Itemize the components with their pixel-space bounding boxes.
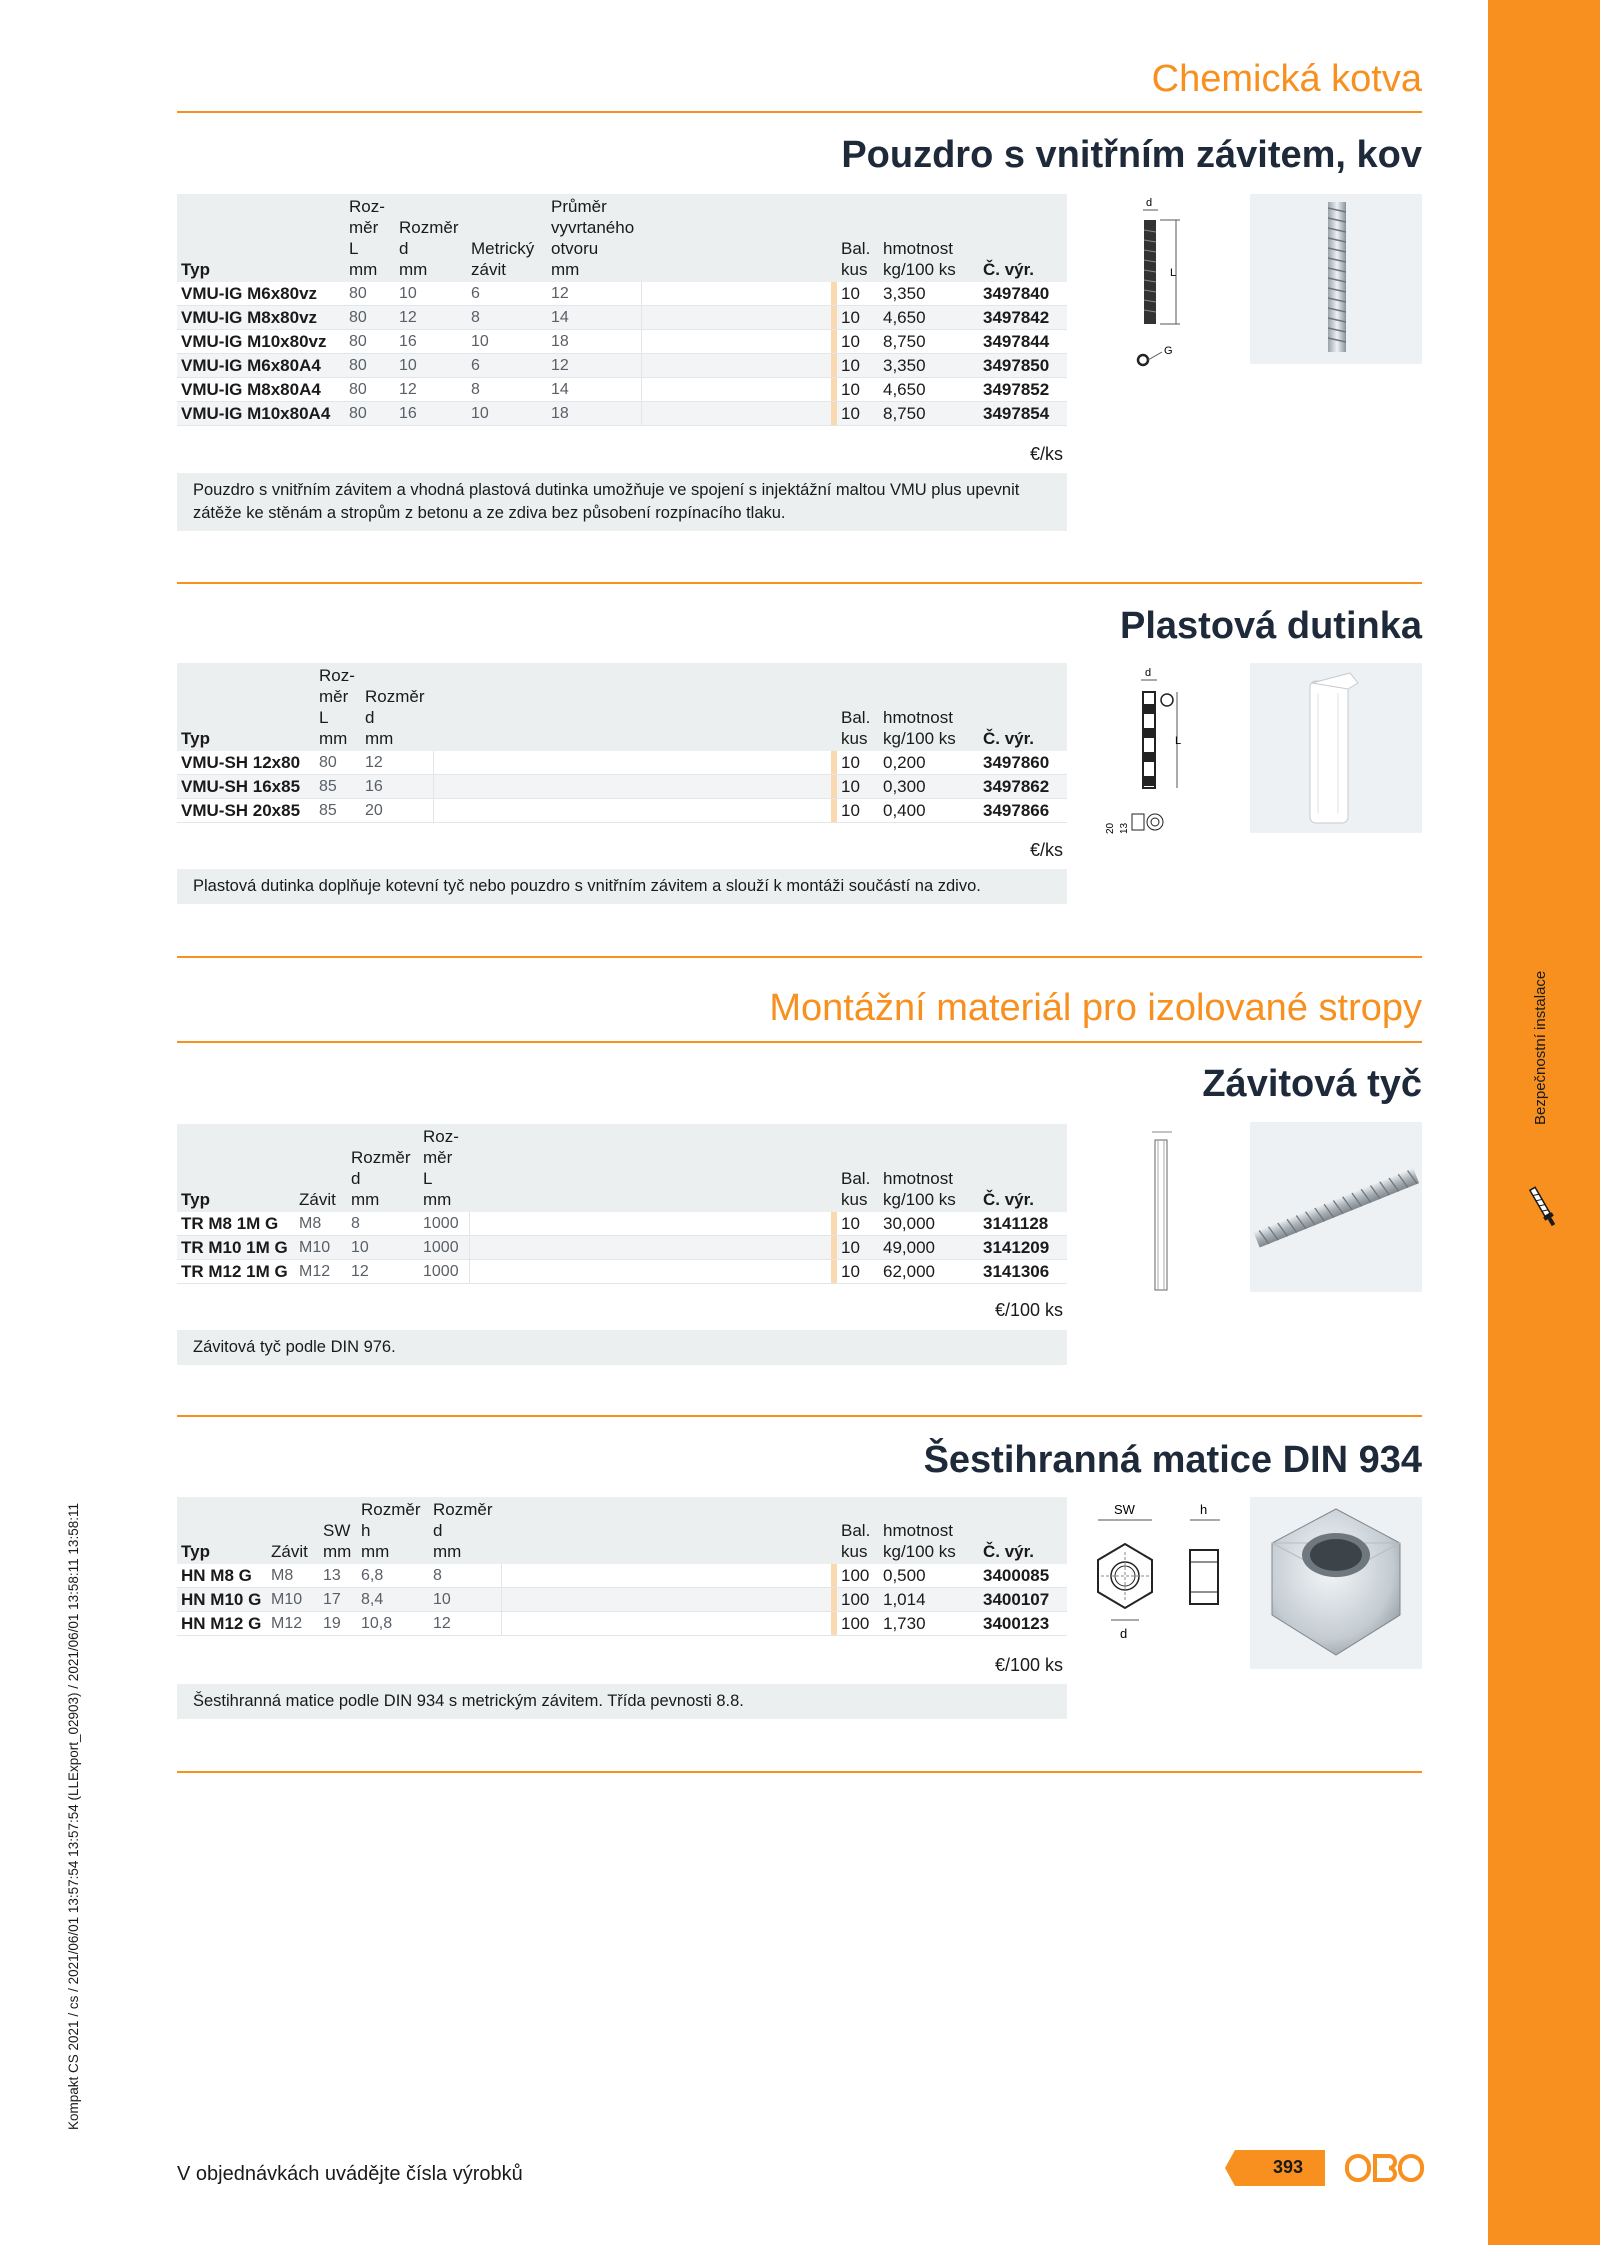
hex-nut-product-photo — [1250, 1497, 1422, 1669]
table-cell: 0,200 — [879, 751, 979, 775]
product-type-cell: VMU-SH 20x85 — [177, 799, 315, 823]
col-header-diameter: Rozměr d mm — [429, 1497, 501, 1564]
divider — [177, 582, 1422, 584]
col-header-thread: Závit — [295, 1124, 347, 1212]
table-cell: M12 — [267, 1612, 319, 1636]
table-cell: 1000 — [419, 1236, 469, 1260]
product-type-cell: VMU-SH 16x85 — [177, 775, 315, 799]
threaded-rod-technical-drawing — [1142, 1124, 1182, 1294]
table-cell: 10 — [837, 282, 879, 306]
col-header-spacer — [433, 663, 831, 751]
article-number-cell: 3141306 — [979, 1260, 1067, 1284]
table-cell: 8,750 — [879, 330, 979, 354]
table-cell: 10 — [837, 751, 879, 775]
table-cell: 18 — [547, 330, 641, 354]
col-header-spacer — [641, 194, 831, 282]
table-cell: 16 — [361, 775, 433, 799]
product-description: Pouzdro s vnitřním závitem a vhodná plastová dutinka umožňuje ve spojení s injektážní maltou VMU plus upevnit zátěže ke stěnám a stropům z betonu a ze zdiva bez působení rozpínacího tlaku. — [177, 473, 1067, 531]
spacer-cell — [501, 1612, 831, 1636]
spacer-cell — [641, 330, 831, 354]
product-type-cell: TR M10 1M G — [177, 1236, 295, 1260]
anchor-bolt-icon — [1528, 1182, 1558, 1232]
table-cell: M8 — [267, 1564, 319, 1588]
export-metadata: Kompakt CS 2021 / cs / 2021/06/01 13:57:54 13:57:54 (LLExport_02903) / 2021/06/01 13:58:11 13:58:11 — [66, 1503, 81, 2130]
table-cell: 16 — [395, 330, 467, 354]
price-unit: €/100 ks — [994, 1655, 1063, 1675]
col-header-article-no: Č. výr. — [979, 1497, 1067, 1564]
col-header-article-no: Č. výr. — [979, 1124, 1067, 1212]
spacer-cell — [501, 1588, 831, 1612]
col-header-type: Typ — [177, 663, 315, 751]
table-cell: M8 — [295, 1212, 347, 1236]
table-cell: 80 — [345, 306, 395, 330]
product-type-cell: TR M8 1M G — [177, 1212, 295, 1236]
article-number-cell: 3497842 — [979, 306, 1067, 330]
table-cell: 1000 — [419, 1212, 469, 1236]
product-type-cell: TR M12 1M G — [177, 1260, 295, 1284]
obo-logo — [1345, 2150, 1425, 2186]
drawing-label-g: G — [1164, 345, 1173, 357]
product-description: Plastová dutinka doplňuje kotevní tyč nebo pouzdro s vnitřním závitem a slouží k montáži součástí na zdivo. — [177, 869, 1067, 904]
product-table-hex-nuts — [177, 1497, 1067, 1636]
table-cell: M10 — [295, 1236, 347, 1260]
table-cell: 12 — [347, 1260, 419, 1284]
table-cell: 12 — [395, 306, 467, 330]
spacer-cell — [433, 799, 831, 823]
table-cell: 80 — [345, 402, 395, 426]
col-header-type: Typ — [177, 1124, 295, 1212]
table-cell: 49,000 — [879, 1236, 979, 1260]
socket-technical-drawing — [1128, 194, 1228, 374]
drawing-label-13: 13 — [1119, 822, 1130, 834]
table-cell: 8 — [429, 1564, 501, 1588]
drawing-label-20: 20 — [1105, 822, 1116, 834]
col-header-thread: Závit — [267, 1497, 319, 1564]
table-cell: 16 — [395, 402, 467, 426]
spacer-cell — [469, 1236, 831, 1260]
table-cell: 8 — [467, 306, 547, 330]
product-type-cell: VMU-SH 12x80 — [177, 751, 315, 775]
col-header-type: Typ — [177, 194, 345, 282]
product-type-cell: VMU-IG M10x80A4 — [177, 402, 345, 426]
product-table-threaded-rods — [177, 1124, 1067, 1284]
col-header-height: Rozměr h mm — [357, 1497, 429, 1564]
table-cell: 6 — [467, 282, 547, 306]
table-cell: 3,350 — [879, 282, 979, 306]
spacer-cell — [469, 1212, 831, 1236]
drawing-label-h: h — [1200, 1502, 1208, 1517]
table-cell: 10 — [395, 354, 467, 378]
col-header-pack: Bal. kus — [837, 663, 879, 751]
table-cell: 14 — [547, 378, 641, 402]
spacer-cell — [469, 1260, 831, 1284]
table-cell: 8,4 — [357, 1588, 429, 1612]
table-cell: 62,000 — [879, 1260, 979, 1284]
table-cell: 80 — [345, 378, 395, 402]
drawing-label-sw: SW — [1114, 1502, 1135, 1517]
table-cell: M12 — [295, 1260, 347, 1284]
article-number-cell: 3400107 — [979, 1588, 1067, 1612]
table-cell: 12 — [429, 1612, 501, 1636]
col-header-diameter: Rozměr d mm — [361, 663, 433, 751]
table-cell: 10 — [467, 330, 547, 354]
article-number-cell: 3497862 — [979, 775, 1067, 799]
product-type-cell: HN M10 G — [177, 1588, 267, 1612]
col-header-drill-diameter: Průměr vyvrtaného otvoru mm — [547, 194, 641, 282]
table-cell: 1000 — [419, 1260, 469, 1284]
table-row — [177, 1612, 1067, 1636]
table-cell: 4,650 — [879, 306, 979, 330]
table-cell: 100 — [837, 1564, 879, 1588]
table-cell: 8,750 — [879, 402, 979, 426]
table-row — [177, 378, 1067, 402]
table-cell: 85 — [315, 799, 361, 823]
drawing-label-l: L — [1170, 267, 1177, 279]
table-cell: 10 — [837, 775, 879, 799]
table-row — [177, 1260, 1067, 1284]
table-cell: 18 — [547, 402, 641, 426]
article-number-cell: 3497860 — [979, 751, 1067, 775]
spacer-cell — [501, 1564, 831, 1588]
table-cell: 10 — [429, 1588, 501, 1612]
table-cell: 10 — [347, 1236, 419, 1260]
article-number-cell: 3497840 — [979, 282, 1067, 306]
hex-nut-technical-drawing — [1090, 1500, 1230, 1665]
page-number-tab — [1225, 2150, 1325, 2186]
col-header-pack: Bal. kus — [837, 1497, 879, 1564]
page-number: 393 — [1273, 2157, 1304, 2177]
product-type-cell: VMU-IG M6x80vz — [177, 282, 345, 306]
divider — [177, 1041, 1422, 1043]
col-header-diameter: Rozměr d mm — [347, 1124, 419, 1212]
table-cell: 6 — [467, 354, 547, 378]
table-cell: 0,300 — [879, 775, 979, 799]
table-cell: 12 — [361, 751, 433, 775]
socket-product-photo — [1250, 194, 1422, 364]
table-row — [177, 799, 1067, 823]
table-cell: 10 — [395, 282, 467, 306]
article-number-cell: 3497854 — [979, 402, 1067, 426]
section-title-plastic-sleeve: Plastová dutinka — [1120, 605, 1422, 647]
table-cell: 12 — [547, 282, 641, 306]
product-type-cell: VMU-IG M8x80A4 — [177, 378, 345, 402]
table-row — [177, 282, 1067, 306]
table-cell: 12 — [547, 354, 641, 378]
table-row — [177, 1564, 1067, 1588]
col-header-weight: hmotnost kg/100 ks — [879, 194, 979, 282]
table-cell: 10 — [837, 1212, 879, 1236]
divider — [177, 1771, 1422, 1773]
table-cell: 1,730 — [879, 1612, 979, 1636]
spacer-cell — [433, 775, 831, 799]
divider — [177, 1415, 1422, 1417]
col-header-length: Roz- měr L mm — [419, 1124, 469, 1212]
drawing-label-d: d — [1146, 197, 1153, 209]
table-cell: 3,350 — [879, 354, 979, 378]
divider — [177, 111, 1422, 113]
table-cell: 80 — [345, 330, 395, 354]
spacer-cell — [641, 378, 831, 402]
table-cell: 19 — [319, 1612, 357, 1636]
category-title-chemical-anchor: Chemická kotva — [1151, 58, 1422, 100]
table-cell: 10 — [837, 354, 879, 378]
threaded-rod-product-photo — [1250, 1122, 1422, 1292]
sidebar-label: Bezpečnostní instalace — [1532, 970, 1549, 1125]
article-number-cell: 3400085 — [979, 1564, 1067, 1588]
article-number-cell: 3497852 — [979, 378, 1067, 402]
table-cell: 4,650 — [879, 378, 979, 402]
article-number-cell: 3497866 — [979, 799, 1067, 823]
product-type-cell: HN M12 G — [177, 1612, 267, 1636]
table-row — [177, 1588, 1067, 1612]
table-cell: 20 — [361, 799, 433, 823]
table-cell: 80 — [345, 354, 395, 378]
table-cell: 80 — [345, 282, 395, 306]
col-header-article-no: Č. výr. — [979, 194, 1067, 282]
footer-note: V objednávkách uvádějte čísla výrobků — [177, 2163, 523, 2185]
table-cell: 14 — [547, 306, 641, 330]
article-number-cell: 3141128 — [979, 1212, 1067, 1236]
table-cell: 8 — [347, 1212, 419, 1236]
table-cell: 10 — [837, 402, 879, 426]
table-cell: 13 — [319, 1564, 357, 1588]
price-unit: €/100 ks — [994, 1300, 1063, 1320]
table-row — [177, 1236, 1067, 1260]
table-row — [177, 775, 1067, 799]
price-unit: €/ks — [1029, 444, 1063, 464]
col-header-weight: hmotnost kg/100 ks — [879, 663, 979, 751]
article-number-cell: 3497850 — [979, 354, 1067, 378]
table-cell: 0,400 — [879, 799, 979, 823]
drawing-label-l: L — [1175, 735, 1182, 747]
product-type-cell: VMU-IG M10x80vz — [177, 330, 345, 354]
table-row — [177, 306, 1067, 330]
table-cell: 100 — [837, 1612, 879, 1636]
col-header-diameter: Rozměr d mm — [395, 194, 467, 282]
col-header-metric-thread: Metrický závit — [467, 194, 547, 282]
product-description: Šestihranná matice podle DIN 934 s metrickým závitem. Třída pevnosti 8.8. — [177, 1684, 1067, 1719]
section-title-hex-nut: Šestihranná matice DIN 934 — [923, 1439, 1422, 1481]
table-cell: 0,500 — [879, 1564, 979, 1588]
spacer-cell — [641, 402, 831, 426]
col-header-spacer — [501, 1497, 831, 1564]
table-cell: 80 — [315, 751, 361, 775]
table-cell: 17 — [319, 1588, 357, 1612]
table-cell: 10,8 — [357, 1612, 429, 1636]
table-row — [177, 354, 1067, 378]
sleeve-technical-drawing — [1105, 664, 1200, 844]
table-cell: M10 — [267, 1588, 319, 1612]
col-header-type: Typ — [177, 1497, 267, 1564]
spacer-cell — [433, 751, 831, 775]
table-cell: 10 — [837, 799, 879, 823]
col-header-pack: Bal. kus — [837, 194, 879, 282]
divider — [177, 956, 1422, 958]
product-type-cell: VMU-IG M6x80A4 — [177, 354, 345, 378]
table-cell: 10 — [837, 1236, 879, 1260]
table-cell: 30,000 — [879, 1212, 979, 1236]
price-unit: €/ks — [1029, 840, 1063, 860]
table-cell: 1,014 — [879, 1588, 979, 1612]
col-header-pack: Bal. kus — [837, 1124, 879, 1212]
col-header-length: Roz- měr L mm — [315, 663, 361, 751]
section-title-threaded-rod: Závitová tyč — [1202, 1063, 1422, 1105]
table-cell: 10 — [837, 378, 879, 402]
table-row — [177, 330, 1067, 354]
product-type-cell: VMU-IG M8x80vz — [177, 306, 345, 330]
product-table-sockets — [177, 194, 1067, 426]
col-header-spacer — [469, 1124, 831, 1212]
category-title-insulated-ceilings: Montážní materiál pro izolované stropy — [769, 987, 1422, 1029]
col-header-wrench-size: SW mm — [319, 1497, 357, 1564]
table-cell: 10 — [467, 402, 547, 426]
table-cell: 12 — [395, 378, 467, 402]
table-cell: 10 — [837, 330, 879, 354]
drawing-label-d: d — [1145, 667, 1152, 679]
table-cell: 85 — [315, 775, 361, 799]
product-table-sleeves — [177, 663, 1067, 823]
table-cell: 8 — [467, 378, 547, 402]
spacer-cell — [641, 354, 831, 378]
spacer-cell — [641, 282, 831, 306]
table-cell: 6,8 — [357, 1564, 429, 1588]
table-row — [177, 1212, 1067, 1236]
table-row — [177, 751, 1067, 775]
article-number-cell: 3141209 — [979, 1236, 1067, 1260]
col-header-weight: hmotnost kg/100 ks — [879, 1497, 979, 1564]
product-description: Závitová tyč podle DIN 976. — [177, 1330, 1067, 1365]
article-number-cell: 3497844 — [979, 330, 1067, 354]
col-header-article-no: Č. výr. — [979, 663, 1067, 751]
sleeve-product-photo — [1250, 663, 1422, 833]
table-cell: 10 — [837, 306, 879, 330]
product-type-cell: HN M8 G — [177, 1564, 267, 1588]
section-title-internal-thread-socket: Pouzdro s vnitřním závitem, kov — [841, 134, 1422, 176]
drawing-label-d: d — [1120, 1626, 1128, 1641]
article-number-cell: 3400123 — [979, 1612, 1067, 1636]
col-header-length: Roz- měr L mm — [345, 194, 395, 282]
table-cell: 10 — [837, 1260, 879, 1284]
spacer-cell — [641, 306, 831, 330]
table-row — [177, 402, 1067, 426]
col-header-weight: hmotnost kg/100 ks — [879, 1124, 979, 1212]
table-cell: 100 — [837, 1588, 879, 1612]
